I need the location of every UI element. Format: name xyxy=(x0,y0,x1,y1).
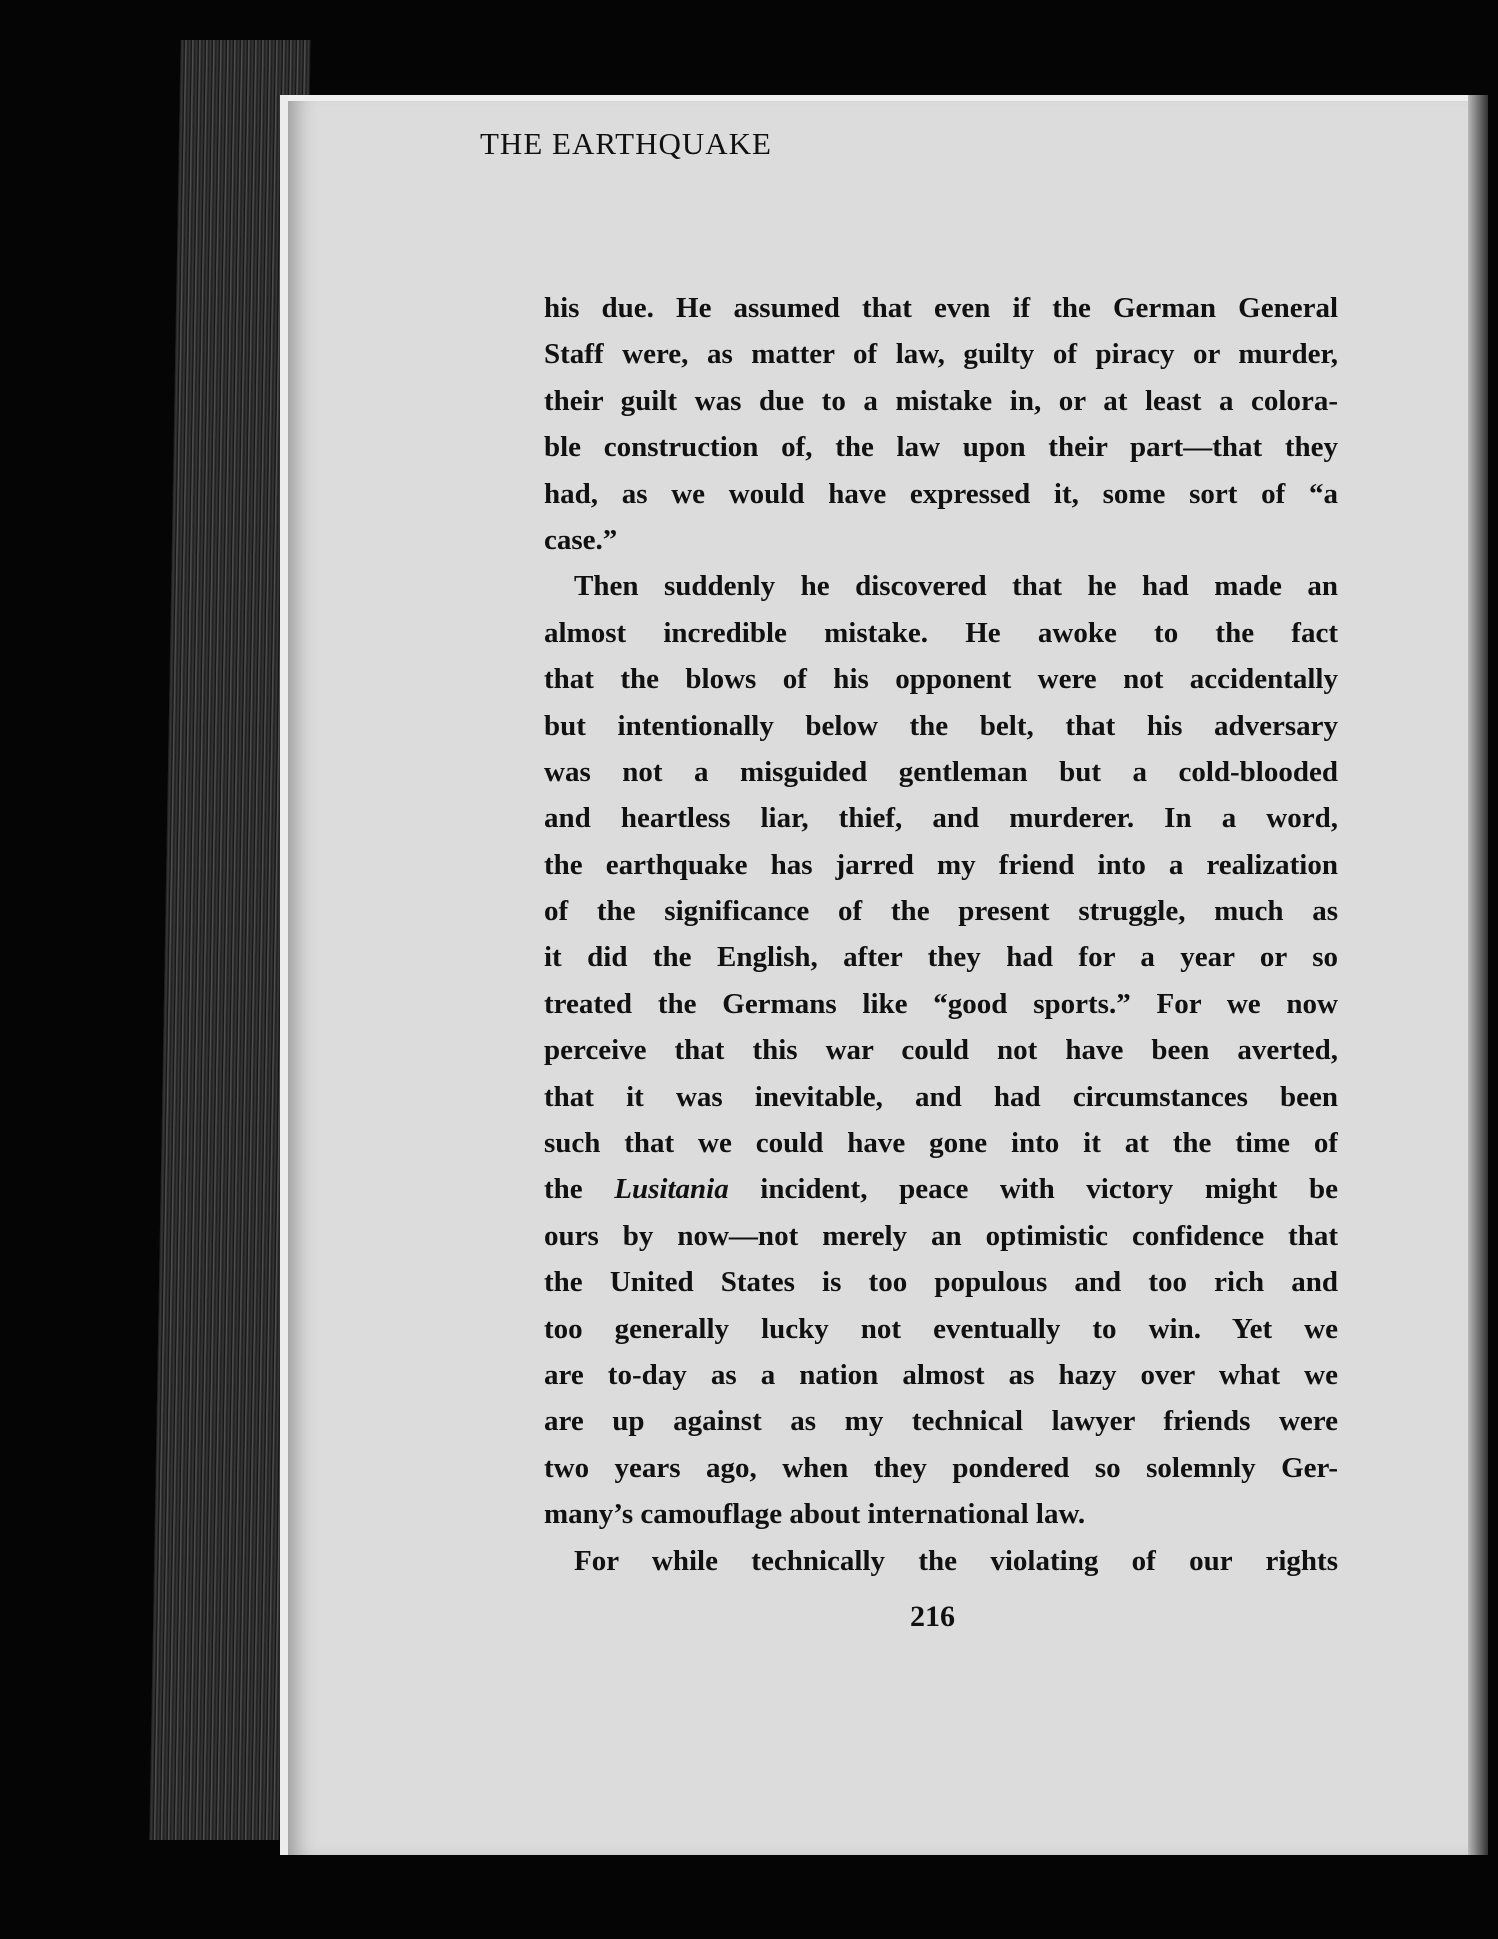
text-line: it did the English, after they had for a year or so xyxy=(544,941,1338,974)
text-line xyxy=(544,1166,1338,1212)
text-line: their guilt was due to a mistake in, or at least a colora- xyxy=(544,384,1338,417)
body-text xyxy=(544,285,1338,1584)
text-line: almost incredible mistake. He awoke to the fact xyxy=(544,616,1338,649)
text-line: treated the Germans like “good sports.” For we now xyxy=(544,987,1338,1020)
page-top-edge xyxy=(288,95,1488,101)
text-line: two years ago, when they pondered so solemnly Ger- xyxy=(544,1451,1338,1484)
text-line: that the blows of his opponent were not accidentally xyxy=(544,663,1338,696)
text-line: too generally lucky not eventually to win. Yet we xyxy=(544,1312,1338,1345)
text-line: that it was inevitable, and had circumstances been xyxy=(544,1080,1338,1113)
text-line: such that we could have gone into it at the time of xyxy=(544,1127,1338,1160)
text-line: and heartless liar, thief, and murderer. In a word, xyxy=(544,802,1338,835)
text-line: his due. He assumed that even if the German General xyxy=(544,292,1338,324)
line-suffix: incident, peace with victory might be xyxy=(728,1173,1338,1206)
text-line: Then suddenly he discovered that he had made an xyxy=(574,570,1338,603)
page-number: 216 xyxy=(910,1600,955,1633)
line-prefix: the xyxy=(544,1173,615,1206)
ship-name-italic: Lusitania xyxy=(614,1173,729,1206)
text-line: perceive that this war could not have been averted, xyxy=(544,1034,1338,1067)
text-line: was not a misguided gentleman but a cold-blooded xyxy=(544,755,1338,788)
text-line: but intentionally below the belt, that his adversary xyxy=(544,709,1338,742)
text-line: the earthquake has jarred my friend into a realization xyxy=(544,848,1338,881)
text-line: Staff were, as matter of law, guilty of piracy or murder, xyxy=(544,338,1338,371)
text-line: ble construction of, the law upon their part—that they xyxy=(544,431,1338,464)
running-head: THE EARTHQUAKE xyxy=(480,126,772,161)
text-line: case.” xyxy=(544,523,618,556)
page-gutter-shadow xyxy=(1468,95,1488,1855)
text-line: many’s camouflage about international law. xyxy=(544,1498,1086,1531)
text-line: For while technically the violating of our rights xyxy=(574,1544,1338,1577)
text-line: the United States is too populous and too rich and xyxy=(544,1266,1338,1299)
text-line: are to-day as a nation almost as hazy over what we xyxy=(544,1358,1338,1391)
text-line: had, as we would have expressed it, some sort of “a xyxy=(544,477,1338,510)
text-line: are up against as my technical lawyer friends were xyxy=(544,1405,1338,1438)
text-line: ours by now—not merely an optimistic confidence that xyxy=(544,1219,1338,1252)
text-line: of the significance of the present struggle, much as xyxy=(544,895,1338,928)
